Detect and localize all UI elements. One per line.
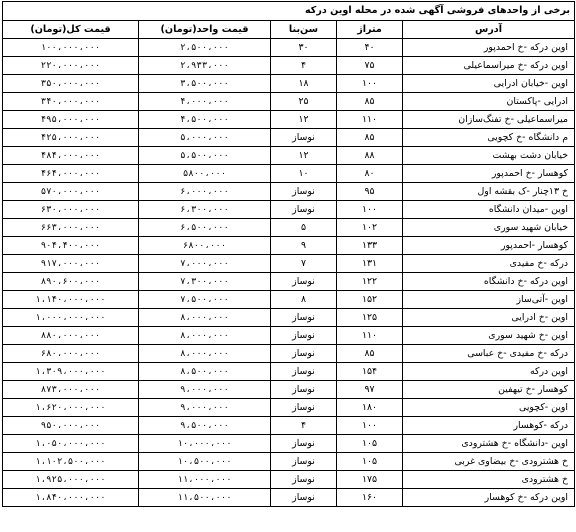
cell-area: ۸۵ xyxy=(337,345,403,363)
cell-address: کوهسار -خ تیهفین xyxy=(403,381,575,399)
cell-unit-price: ۱۰،۰۰۰،۰۰۰ xyxy=(139,435,271,453)
cell-total-price: ۱،۶۲۰،۰۰۰،۰۰۰ xyxy=(3,399,139,417)
cell-age: نوساز xyxy=(271,399,337,417)
cell-unit-price: ۵،۵۰۰،۰۰۰ xyxy=(139,147,271,165)
cell-address: کوهسار -خ احمدپور xyxy=(403,165,575,183)
cell-area: ۱۳۳ xyxy=(337,237,403,255)
cell-age: نوساز xyxy=(271,381,337,399)
table-row xyxy=(3,255,575,273)
cell-unit-price: ۷،۵۰۰،۰۰۰ xyxy=(139,291,271,309)
cell-address: ادرایی -پاکستان xyxy=(403,93,575,111)
table-title: برخی از واحدهای فروشی آگهی شده در محله اوین درکه xyxy=(3,2,575,21)
cell-area: ۱۰۲ xyxy=(337,219,403,237)
cell-address: اوین -آتی‌ساز xyxy=(403,291,575,309)
cell-unit-price: ۹،۰۰۰،۰۰۰ xyxy=(139,381,271,399)
cell-area: ۱۱۰ xyxy=(337,327,403,345)
cell-area: ۱۷۵ xyxy=(337,471,403,489)
cell-unit-price: ۸،۰۰۰،۰۰۰ xyxy=(139,309,271,327)
cell-address: م دانشگاه -خ کچویی xyxy=(403,129,575,147)
cell-age: ۱۰ xyxy=(271,165,337,183)
cell-address: اوین درکه -خ کوهسار xyxy=(403,489,575,507)
cell-area: ۱۰۵ xyxy=(337,453,403,471)
cell-total-price: ۱۰۰،۰۰۰،۰۰۰ xyxy=(3,39,139,57)
cell-total-price: ۶۳۰،۰۰۰،۰۰۰ xyxy=(3,201,139,219)
cell-total-price: ۴۸۴،۰۰۰،۰۰۰ xyxy=(3,147,139,165)
table-row xyxy=(3,39,575,57)
cell-address: خیابان شهید سوری xyxy=(403,219,575,237)
cell-unit-price: ۸،۰۰۰،۰۰۰ xyxy=(139,327,271,345)
cell-total-price: ۱،۹۲۵،۰۰۰،۰۰۰ xyxy=(3,471,139,489)
cell-area: ۱۰۰ xyxy=(337,75,403,93)
cell-address: اوین درکه xyxy=(403,363,575,381)
table-row xyxy=(3,435,575,453)
cell-age: نوساز xyxy=(271,201,337,219)
table-row xyxy=(3,201,575,219)
cell-unit-price: ۷،۳۰۰،۰۰۰ xyxy=(139,273,271,291)
cell-total-price: ۳۵۰،۰۰۰،۰۰۰ xyxy=(3,75,139,93)
cell-age: نوساز xyxy=(271,489,337,507)
cell-address: درکه -خ مفیدی xyxy=(403,255,575,273)
cell-total-price: ۱،۰۰۰،۰۰۰،۰۰۰ xyxy=(3,309,139,327)
cell-unit-price: ۶،۰۰۰،۰۰۰ xyxy=(139,183,271,201)
cell-address: اوین -میدان دانشگاه xyxy=(403,201,575,219)
cell-unit-price: ۲،۵۰۰،۰۰۰ xyxy=(139,39,271,57)
table-row xyxy=(3,237,575,255)
cell-area: ۱۱۰ xyxy=(337,111,403,129)
cell-unit-price: ۱۱،۰۰۰،۰۰۰ xyxy=(139,471,271,489)
cell-unit-price: ۷،۰۰۰،۰۰۰ xyxy=(139,255,271,273)
table-row xyxy=(3,219,575,237)
cell-area: ۴۰ xyxy=(337,39,403,57)
cell-age: ۱۸ xyxy=(271,75,337,93)
cell-age: ۳۰ xyxy=(271,39,337,57)
cell-total-price: ۹۱۷،۰۰۰،۰۰۰ xyxy=(3,255,139,273)
cell-area: ۱۰۰ xyxy=(337,201,403,219)
cell-area: ۸۵ xyxy=(337,93,403,111)
cell-age: ۱۲ xyxy=(271,111,337,129)
cell-total-price: ۸۷۳،۰۰۰،۰۰۰ xyxy=(3,381,139,399)
cell-total-price: ۳۴۰،۰۰۰،۰۰۰ xyxy=(3,93,139,111)
cell-area: ۹۵ xyxy=(337,183,403,201)
cell-unit-price: ۹،۰۰۰،۰۰۰ xyxy=(139,399,271,417)
cell-total-price: ۴۹۵،۰۰۰،۰۰۰ xyxy=(3,111,139,129)
cell-area: ۸۸ xyxy=(337,147,403,165)
header-address: آدرس xyxy=(403,21,575,39)
listing-table-container xyxy=(2,1,574,507)
table-row xyxy=(3,75,575,93)
cell-total-price: ۱،۱۴۰،۰۰۰،۰۰۰ xyxy=(3,291,139,309)
cell-total-price: ۹۵۰،۰۰۰،۰۰۰ xyxy=(3,417,139,435)
cell-address: خ هشترودی -خ بیضاوی غربی xyxy=(403,453,575,471)
table-row xyxy=(3,345,575,363)
cell-total-price: ۴۶۴،۰۰۰،۰۰۰ xyxy=(3,165,139,183)
cell-address: اوین -دانشگاه -خ هشترودی xyxy=(403,435,575,453)
cell-area: ۱۰۵ xyxy=(337,435,403,453)
cell-unit-price: ۳،۵۰۰،۰۰۰ xyxy=(139,75,271,93)
cell-total-price: ۴۲۵،۰۰۰،۰۰۰ xyxy=(3,129,139,147)
cell-age: نوساز xyxy=(271,471,337,489)
cell-address: اوین درکه -خ دانشگاه xyxy=(403,273,575,291)
cell-unit-price: ۶۸۰۰،۰۰۰ xyxy=(139,237,271,255)
table-row xyxy=(3,327,575,345)
table-row xyxy=(3,309,575,327)
cell-address: درکه -خ مفیدی -خ عباسی xyxy=(403,345,575,363)
cell-area: ۱۳۱ xyxy=(337,255,403,273)
cell-total-price: ۱،۰۵۰،۰۰۰،۰۰۰ xyxy=(3,435,139,453)
cell-unit-price: ۱۰،۵۰۰،۰۰۰ xyxy=(139,453,271,471)
listing-table xyxy=(2,1,575,507)
cell-area: ۸۵ xyxy=(337,129,403,147)
cell-address: درکه -کوهسار xyxy=(403,417,575,435)
cell-area: ۹۷ xyxy=(337,381,403,399)
cell-unit-price: ۱۱،۵۰۰،۰۰۰ xyxy=(139,489,271,507)
cell-unit-price: ۴،۵۰۰،۰۰۰ xyxy=(139,111,271,129)
cell-unit-price: ۶،۵۰۰،۰۰۰ xyxy=(139,219,271,237)
cell-area: ۸۰ xyxy=(337,165,403,183)
table-row xyxy=(3,471,575,489)
cell-address: خ هشترودی xyxy=(403,471,575,489)
cell-unit-price: ۹،۵۰۰،۰۰۰ xyxy=(139,417,271,435)
cell-age: ۴ xyxy=(271,57,337,75)
cell-address: اوین -خیابان ادرایی xyxy=(403,75,575,93)
table-row xyxy=(3,273,575,291)
cell-total-price: ۸۹۰،۶۰۰،۰۰۰ xyxy=(3,273,139,291)
cell-area: ۱۲۲ xyxy=(337,273,403,291)
cell-area: ۱۰۰ xyxy=(337,417,403,435)
cell-unit-price: ۴،۰۰۰،۰۰۰ xyxy=(139,93,271,111)
table-row xyxy=(3,129,575,147)
cell-total-price: ۶۸۰،۰۰۰،۰۰۰ xyxy=(3,345,139,363)
table-row xyxy=(3,399,575,417)
cell-age: نوساز xyxy=(271,435,337,453)
cell-total-price: ۹۰۴،۴۰۰،۰۰۰ xyxy=(3,237,139,255)
cell-total-price: ۵۷۰،۰۰۰،۰۰۰ xyxy=(3,183,139,201)
table-row xyxy=(3,147,575,165)
cell-age: نوساز xyxy=(271,363,337,381)
cell-address: اوین درکه -خ میراسماعیلی xyxy=(403,57,575,75)
cell-age: ۴ xyxy=(271,417,337,435)
table-row xyxy=(3,453,575,471)
cell-address: کوهسار -احمدپور xyxy=(403,237,575,255)
cell-total-price: ۲۲۰،۰۰۰،۰۰۰ xyxy=(3,57,139,75)
cell-address: میراسماعیلی -خ تفنگ‌سازان xyxy=(403,111,575,129)
cell-unit-price: ۵،۰۰۰،۰۰۰ xyxy=(139,129,271,147)
cell-address: اوین -خ ادرایی xyxy=(403,309,575,327)
cell-age: نوساز xyxy=(271,327,337,345)
header-age: سن‌بنا xyxy=(271,21,337,39)
table-row xyxy=(3,363,575,381)
cell-total-price: ۶۶۳،۰۰۰،۰۰۰ xyxy=(3,219,139,237)
cell-age: ۸ xyxy=(271,291,337,309)
cell-total-price: ۱،۳۰۹،۰۰۰،۰۰۰ xyxy=(3,363,139,381)
cell-age: نوساز xyxy=(271,345,337,363)
cell-unit-price: ۲،۹۳۳،۰۰۰ xyxy=(139,57,271,75)
cell-area: ۱۵۴ xyxy=(337,363,403,381)
table-row xyxy=(3,489,575,507)
cell-area: ۱۸۰ xyxy=(337,399,403,417)
cell-area: ۷۵ xyxy=(337,57,403,75)
header-unit-price: قیمت واحد(تومان) xyxy=(139,21,271,39)
cell-age: نوساز xyxy=(271,309,337,327)
cell-address: اوین درکه -خ احمدپور xyxy=(403,39,575,57)
cell-unit-price: ۶،۳۰۰،۰۰۰ xyxy=(139,201,271,219)
table-title-row xyxy=(3,2,575,21)
header-area: متراژ xyxy=(337,21,403,39)
cell-address: خ ۱۳چنار -ک بقشه اول xyxy=(403,183,575,201)
cell-age: ۲۵ xyxy=(271,93,337,111)
table-row xyxy=(3,417,575,435)
cell-area: ۱۵۲ xyxy=(337,291,403,309)
cell-age: ۹ xyxy=(271,237,337,255)
cell-area: ۱۲۵ xyxy=(337,309,403,327)
cell-address: اوین -خ شهید سوری xyxy=(403,327,575,345)
table-row xyxy=(3,165,575,183)
cell-age: ۱۲ xyxy=(271,147,337,165)
cell-total-price: ۸۸۰،۰۰۰،۰۰۰ xyxy=(3,327,139,345)
table-row xyxy=(3,291,575,309)
table-row xyxy=(3,57,575,75)
cell-total-price: ۱،۸۴۰،۰۰۰،۰۰۰ xyxy=(3,489,139,507)
table-row xyxy=(3,183,575,201)
cell-age: نوساز xyxy=(271,129,337,147)
cell-unit-price: ۸،۵۰۰،۰۰۰ xyxy=(139,363,271,381)
cell-address: خیابان دشت بهشت xyxy=(403,147,575,165)
table-row xyxy=(3,381,575,399)
cell-age: ۵ xyxy=(271,219,337,237)
cell-age: نوساز xyxy=(271,453,337,471)
cell-address: اوین -کچویی xyxy=(403,399,575,417)
cell-age: ۷ xyxy=(271,255,337,273)
cell-total-price: ۱،۱۰۲،۵۰۰،۰۰۰ xyxy=(3,453,139,471)
cell-age: نوساز xyxy=(271,183,337,201)
cell-area: ۱۶۰ xyxy=(337,489,403,507)
table-row xyxy=(3,111,575,129)
header-total-price: قیمت کل(تومان) xyxy=(3,21,139,39)
table-header-row xyxy=(3,21,575,39)
cell-unit-price: ۸،۰۰۰،۰۰۰ xyxy=(139,345,271,363)
cell-unit-price: ۵۸۰۰،۰۰۰ xyxy=(139,165,271,183)
cell-age: نوساز xyxy=(271,273,337,291)
table-row xyxy=(3,93,575,111)
